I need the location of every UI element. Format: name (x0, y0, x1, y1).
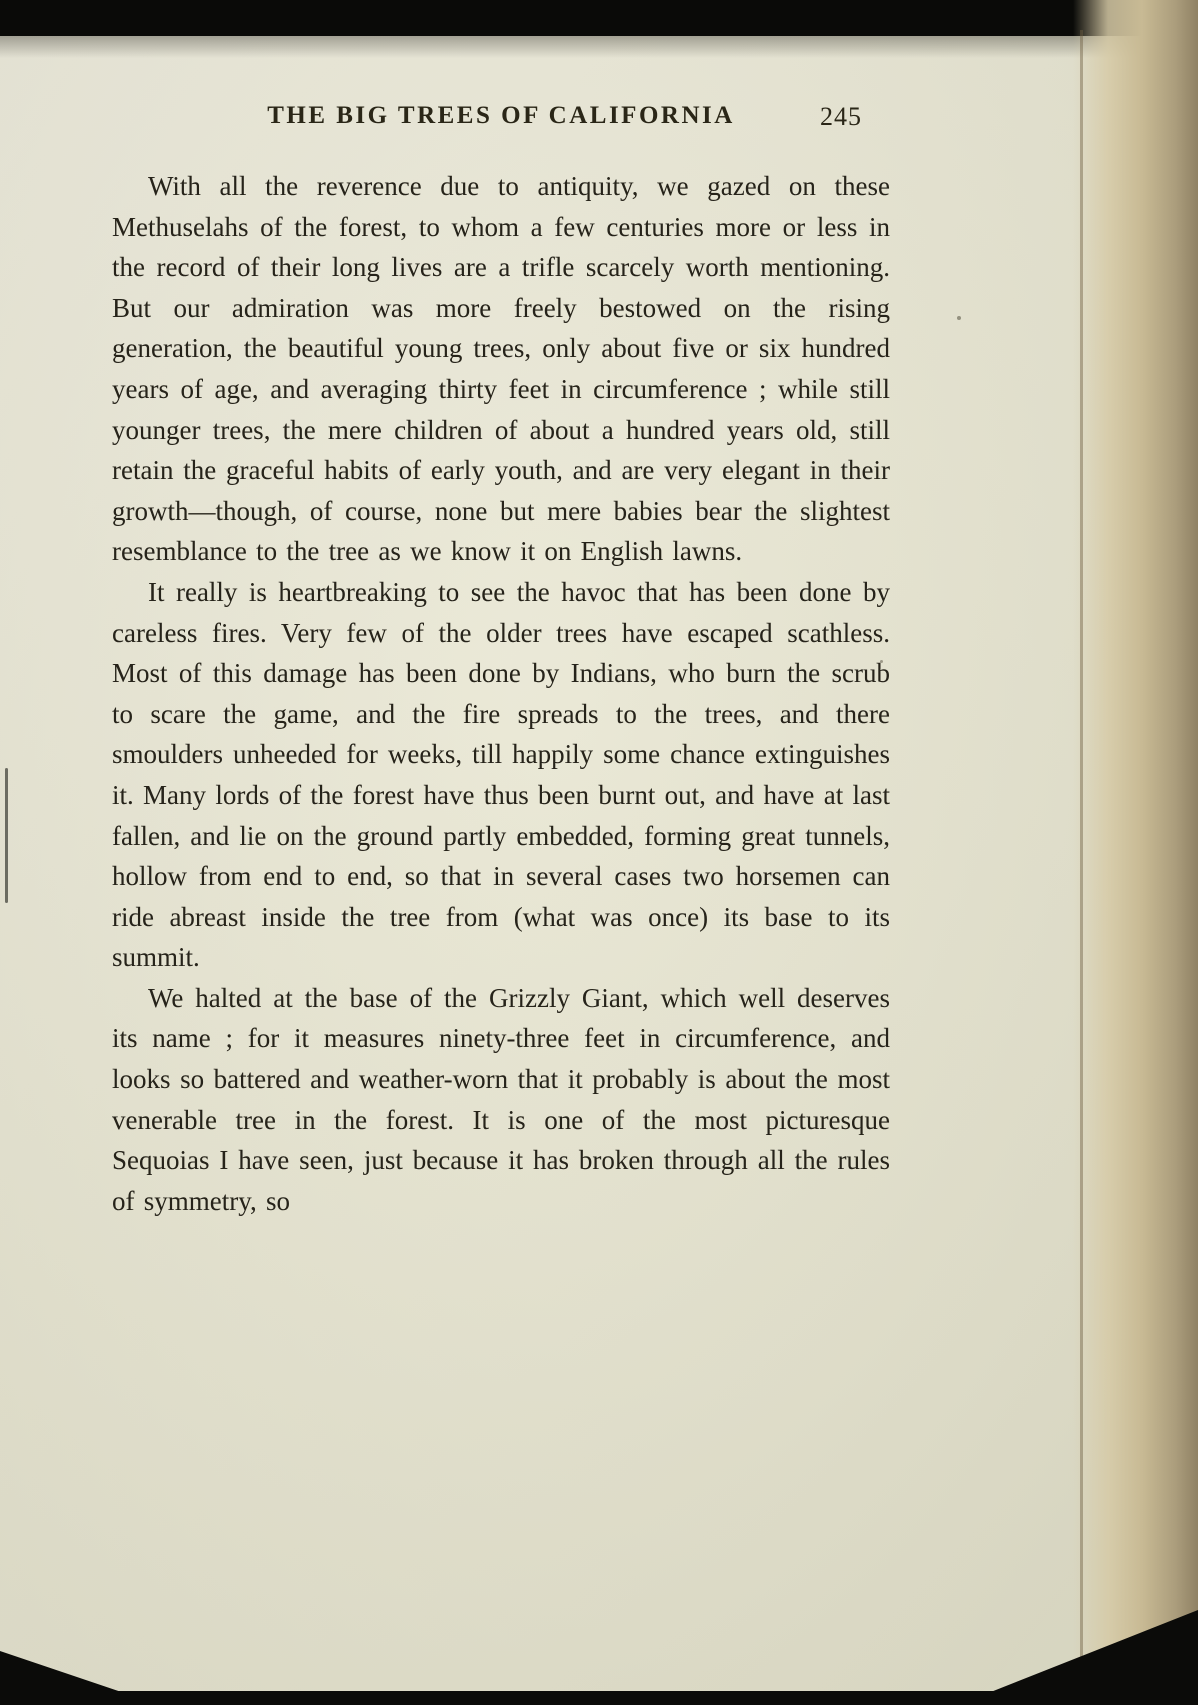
body-paragraph-3: We halted at the base of the Grizzly Giant, which well deserves its name ; for it measures ninety-three feet in circumference, and looks so battered and weather-worn that it probably is about the most venerable tree in the forest. It is one of the most picturesque Sequoias I have seen, just because it has broken through all the rules of symmetry, so (112, 982, 890, 1216)
body-paragraph-2: It really is heartbreaking to see the havoc that has been done by careless fires. Very few of the older trees have escaped scathless. Most of this damage has been done by Indians, who burn the scrub to scare the game, and the fire spreads to the trees, and there smoulders unheeded for weeks, till happily some chance extinguishes it. Many lords of the forest have thus been burnt out, and have at last fallen, and lie on the ground partly embedded, forming great tunnels, hollow from end to end, so that in several cases two horsemen can ride abreast inside the tree from (what was once) its base to its summit. (112, 576, 890, 973)
page-number: 245 (820, 102, 862, 131)
page-content (112, 102, 890, 1221)
scan-top-edge (0, 0, 1198, 36)
scan-top-shadow (0, 36, 1198, 58)
page-edge-line (1080, 30, 1083, 1705)
scan-bottom-edge (0, 1691, 1198, 1705)
scan-artifact-line (5, 768, 8, 903)
running-header (112, 102, 890, 148)
scan-speck (957, 316, 961, 320)
body-paragraph-1: With all the reverence due to antiquity, we gazed on these Methuselahs of the forest, to whom a few centuries more or less in the record of their long lives are a trifle scarcely worth mentioning. But our admiration was more freely bestowed on the rising generation, the beautiful young trees, only about five or six hundred years of age, and averaging thirty feet in circumference ; while still younger trees, the mere children of about a hundred years old, still retain the graceful habits of early youth, and are very elegant in their growth—though, of course, none but mere babies bear the slightest resemblance to the tree as we know it on English lawns. (112, 171, 890, 567)
page-curl-shadow (1073, 0, 1198, 1705)
page-header-title: THE BIG TREES OF CALIFORNIA (267, 102, 735, 129)
